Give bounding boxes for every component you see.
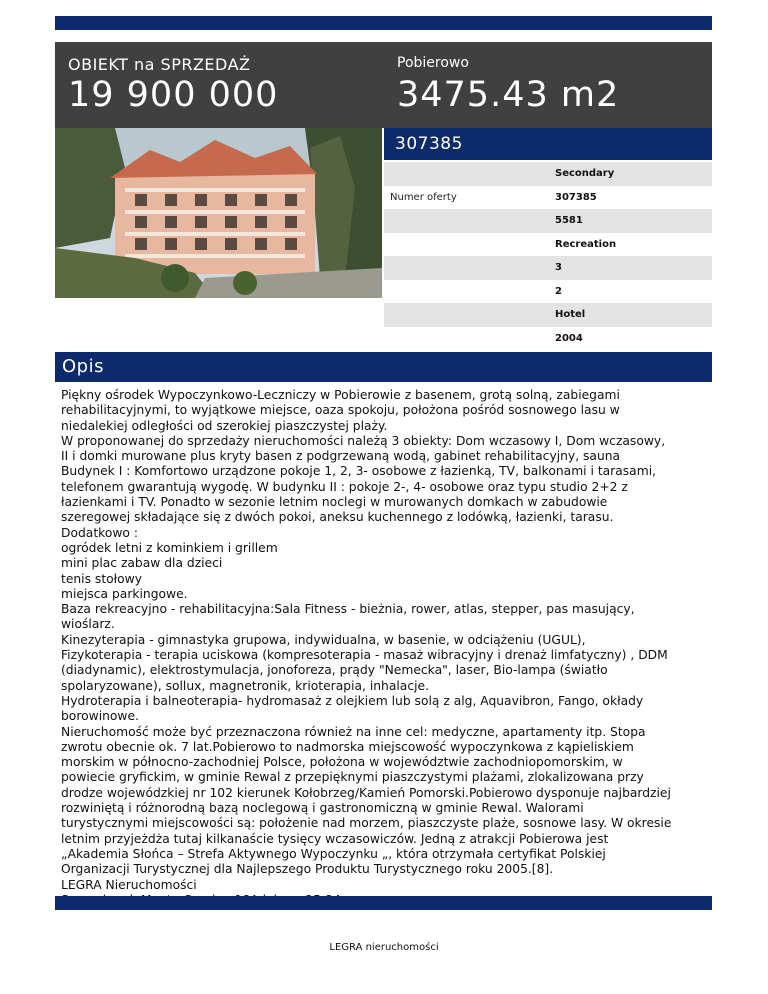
description-line: Hydroterapia i balneoterapia- hydromasaż z olejkiem lub solą z alg, Aquavibron, Fango, okłady [61, 693, 644, 708]
property-photo [55, 128, 382, 298]
description-line: LEGRA Nieruchomości [61, 877, 197, 892]
detail-row [384, 256, 712, 280]
area-block [397, 42, 697, 128]
description-line: mini plac zabaw dla dzieci [61, 556, 223, 571]
description-line: tenis stołowy [61, 571, 143, 586]
detail-row [384, 233, 712, 257]
description-line: spolaryzowane), sollux, magnetronik, krioterapia, inhalacje. [61, 678, 429, 693]
description-line: ogródek letni z kominkiem i grillem [61, 540, 278, 555]
description-line: rehabilitacyjnymi, to wyjątkowe miejsce, oaza spokoju, położona pośród sosnowego lasu w [61, 403, 620, 418]
detail-row [384, 186, 712, 210]
details-table [384, 162, 712, 350]
description-line: łazienkami i TV. Ponadto w sezonie letnim noclegi w murowanych domkach w zabudowie [61, 495, 608, 510]
location-label: Pobierowo [397, 55, 469, 71]
price-block [68, 42, 378, 128]
description-heading-bar [55, 352, 712, 382]
detail-value: 307385 [555, 191, 597, 203]
footer-text: LEGRA nieruchomości [329, 942, 439, 953]
listing-type-label: OBIEKT na SPRZEDAŻ [68, 55, 251, 74]
description-text [61, 388, 711, 908]
detail-value: 2 [555, 285, 562, 297]
description-line: „Akademia Słońca – Strefa Aktywnego Wypoczynku „, która otrzymała certyfikat Polskiej [61, 846, 606, 861]
top-accent-bar [55, 16, 712, 30]
detail-row [384, 327, 712, 351]
description-line: Organizacji Turystycznej dla Najlepszego Produktu Turystycznego roku 2005.[8]. [61, 862, 554, 877]
description-line: Piękny ośrodek Wypoczynkowo-Leczniczy w Pobierowie z basenem, grotą solną, zabiegami [61, 388, 620, 402]
area-value: 3475.43 m2 [397, 75, 620, 115]
description-line: zwrotu obecnie ok. 7 lat.Pobierowo to nadmorska miejscowość wypoczynkowa z kąpieliskiem [61, 739, 634, 754]
description-line: Budynek I : Komfortowo urządzone pokoje 1, 2, 3- osobowe z łazienką, TV, balkonami i tarasami, [61, 464, 657, 479]
description-line: rozwiniętą i różnorodną bazą noclegową i gastronomiczną w gminie Rewal. Walorami [61, 801, 584, 816]
detail-row [384, 162, 712, 186]
description-line: II i domki murowane plus kryty basen z podgrzewaną wodą, gabinet rehabilitacyjny, sauna [61, 449, 621, 464]
description-line: Baza rekreacyjno - rehabilitacyjna:Sala Fitness - bieżnia, rower, atlas, stepper, pas masujący, [61, 602, 635, 617]
description-line: wioślarz. [61, 617, 115, 632]
bottom-accent-bar [55, 896, 712, 910]
description-line: W proponowanej do sprzedaży nieruchomości należą 3 obiekty: Dom wczasowy I, Dom wczasowy, [61, 433, 666, 448]
description-line: niedalekiej odległości od szerokiej piaszczystej plaży. [61, 418, 388, 433]
detail-row [384, 303, 712, 327]
offer-id-bar [384, 128, 712, 160]
description-line: morskim w północno-zachodniej Polsce, położona w województwie zachodniopomorskim, w [61, 755, 623, 770]
detail-row [384, 209, 712, 233]
description-line: powiecie gryfickim, w gminie Rewal z przepięknymi piaszczystymi plażami, zlokalizowana przy [61, 770, 644, 785]
detail-value: 5581 [555, 215, 583, 226]
description-line: telefonem gwarantują wygodę. W budynku II : pokoje 2-, 4- osobowe oraz typu studio 2+2 z [61, 479, 628, 494]
description-line: Dodatkowo : [61, 525, 138, 540]
detail-key: Numer oferty [390, 191, 457, 203]
description-line: letnim przyjeżdża tutaj kilkanaście tysięcy wczasowiczów. Jedną z atrakcji Pobierowa jest [61, 831, 609, 846]
description-line: (diadynamic), elektrostymulacja, jonoforeza, prądy "Nemecka", laser, Bio-lampa (światło [61, 663, 608, 678]
detail-value: Recreation [555, 238, 617, 250]
description-line: Fizykoterapia - terapia uciskowa (kompresoterapia - masaż wibracyjny i drenaż limfatyczny) , DDM [61, 648, 668, 663]
description-line: Kinezyterapia - gimnastyka grupowa, indywidualna, w basenie, w odciążeniu (UGUL), [61, 632, 586, 647]
description-heading: Opis [62, 356, 104, 377]
description-line: borowinowe. [61, 709, 139, 724]
description-line: Nieruchomość może być przeznaczona również na inne cel: medyczne, apartamenty itp. Stopa [61, 724, 646, 739]
offer-id-title: 307385 [395, 134, 463, 154]
detail-value: Hotel [555, 309, 586, 320]
detail-value: Secondary [555, 168, 615, 179]
detail-value: 2004 [555, 332, 583, 344]
description-line: turystycznymi miejscowości są: położenie nad morzem, piaszczyste plaże, sosnowe lasy. W okresie [61, 816, 672, 831]
description-line: miejsca parkingowe. [61, 586, 188, 601]
description-line: drodze wojewódzkiej nr 102 kierunek Kołobrzeg/Kamień Pomorski.Pobierowo dysponuje najbardziej [61, 785, 671, 800]
description-line: szeregowej składające się z dwóch pokoi, aneksu kuchennego z lodówką, łazienki, tarasu. [61, 510, 614, 525]
detail-value: 3 [555, 262, 562, 273]
detail-row [384, 280, 712, 304]
price-value: 19 900 000 [68, 75, 279, 115]
listing-header [55, 42, 712, 128]
